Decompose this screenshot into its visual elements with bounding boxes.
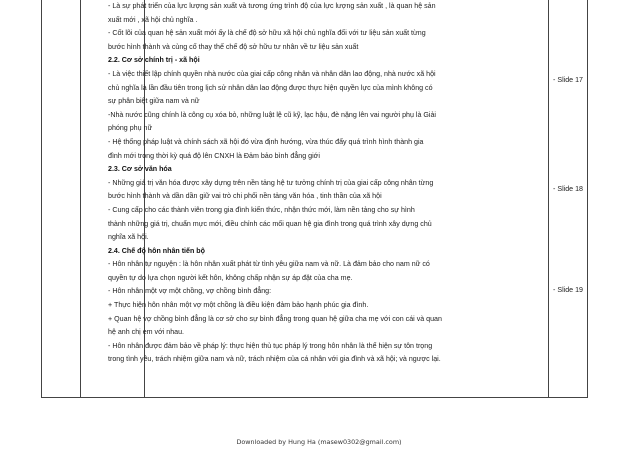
text-line: - Là việc thiết lập chính quyền nhà nước của giai cấp công nhân và nhân dân lao động, nhà nước xã hội	[108, 69, 436, 78]
slide-ref-19: - Slide 19	[553, 286, 583, 294]
text-line: chủ nghĩa là lần đầu tiên trong lịch sử nhân dân lao động được thực hiện quyền lực của mình không có	[108, 83, 433, 92]
section-heading: 2.4. Chế độ hôn nhân tiến bộ	[108, 246, 205, 255]
text-line: hệ anh chị em với nhau.	[108, 328, 185, 337]
slide-ref-17: - Slide 17	[553, 76, 583, 84]
text-line: bước hình thành và củng cố thay thế chế độ sở hữu tư nhân về tư liệu sản xuất	[108, 42, 359, 51]
text-line: đình mới trong thời kỳ quá độ lên CNXH là Đảm bảo bình đẳng giới	[108, 151, 320, 160]
text-line: + Quan hệ vợ chồng bình đẳng là cơ sở cho sự bình đẳng trong quan hệ giữa cha mẹ với con cái và quan	[108, 314, 442, 323]
text-line: sự phân biệt giữa nam và nữ	[108, 97, 200, 106]
column-divider	[80, 0, 81, 397]
text-line: quyền tự do lựa chọn người kết hôn, không chấp nhận sự áp đặt của cha mẹ.	[108, 273, 353, 282]
text-line: + Thực hiện hôn nhân một vợ một chồng là điều kiện đảm bảo hạnh phúc gia đình.	[108, 301, 369, 310]
text-line: - Là sự phát triển của lực lượng sản xuất và tương ứng trình độ của lực lượng sản xuất , là quan hệ sản	[108, 2, 436, 10]
text-line: - Hôn nhân tự nguyện : là hôn nhân xuất phát từ tình yêu giữa nam và nữ. Là đảm bảo cho nam nữ có	[108, 260, 430, 269]
text-line: - Hôn nhân một vợ một chồng, vợ chồng bình đẳng:	[108, 287, 272, 296]
text-line: - Hôn nhân được đảm bảo về pháp lý: thực hiện thủ tục pháp lý trong hôn nhân là thể hiện sự tôn trọng	[108, 341, 433, 350]
column-divider	[548, 0, 549, 397]
download-footer: Downloaded by Hung Ha (masew0302@gmail.com)	[236, 438, 402, 446]
text-line: thành những giá trị, chuẩn mực mới, điều chỉnh các mối quan hệ gia đình trong quá trình xây dựng chủ	[108, 219, 432, 228]
text-line: trong tình yêu, trách nhiệm giữa nam và nữ, trách nhiệm của cá nhân với gia đình và xã hội; và ngược lại.	[108, 355, 441, 364]
text-line: - Hệ thống pháp luật và chính sách xã hội đó vừa định hướng, vừa thúc đẩy quá trình hình thành gia	[108, 137, 424, 146]
section-heading: 2.2. Cơ sở chính trị - xã hội	[108, 56, 200, 65]
content-cell	[105, 0, 545, 367]
slide-ref-18: - Slide 18	[553, 185, 583, 193]
text-line: xuất mới , xã hội chủ nghĩa .	[108, 15, 198, 24]
text-line: -Nhà nước cũng chính là công cụ xóa bỏ, những luật lệ cũ kỹ, lạc hậu, đè nặng lên vai người phụ là Giải	[108, 110, 436, 119]
text-line: bước hình thành và dần dần giữ vai trò chi phối nền tảng văn hóa , tinh thần của xã hội	[108, 192, 382, 201]
text-line: nghĩa xã hội.	[108, 233, 149, 242]
text-line: - Cốt lõi của quan hệ sản xuất mới ấy là chế độ sở hữu xã hội chủ nghĩa đối với tư liệu sản xuất từng	[108, 29, 426, 38]
text-line: - Những giá trị văn hóa được xây dựng trên nền tảng hệ tư tưởng chính trị của giai cấp công nhân từng	[108, 178, 434, 187]
text-line: phóng phụ nữ	[108, 124, 153, 133]
section-heading: 2.3. Cơ sở văn hóa	[108, 165, 172, 174]
text-line: - Cung cấp cho các thành viên trong gia đình kiến thức, nhận thức mới, làm nền tảng cho sự hình	[108, 205, 415, 214]
